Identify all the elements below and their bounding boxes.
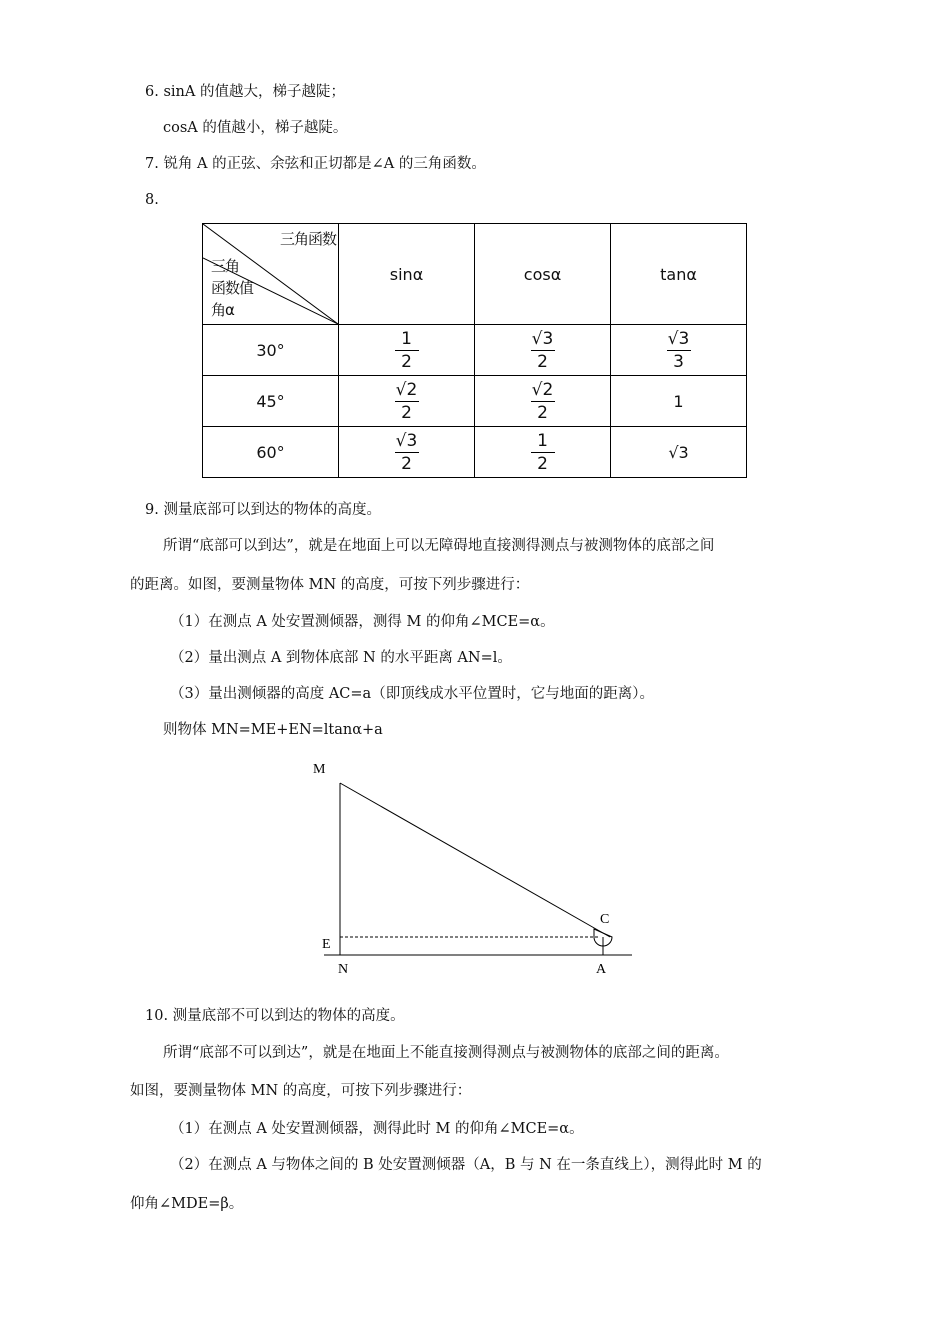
angle-30: 30° bbox=[203, 325, 339, 376]
item-9-result: 则物体 MN=ME+EN=ltanα+a bbox=[163, 722, 383, 738]
tan-30-num: √3 bbox=[667, 328, 690, 349]
tan-30 bbox=[611, 325, 747, 376]
trig-value-table bbox=[202, 223, 747, 478]
sin-45-num: √2 bbox=[395, 379, 418, 400]
header-mid-label-2: 函数值 bbox=[211, 279, 254, 297]
angle-45: 45° bbox=[203, 376, 339, 427]
item-10-step-2: （2）在测点 A 与物体之间的 B 处安置测倾器（A，B 与 N 在一条直线上），测得此时 M 的 bbox=[170, 1157, 762, 1173]
tan-30-den: 3 bbox=[673, 351, 684, 372]
measurement-diagram-1 bbox=[310, 755, 640, 980]
sin-30-num: 1 bbox=[401, 328, 412, 349]
cos-30-den: 2 bbox=[537, 351, 548, 372]
cos-45 bbox=[475, 376, 611, 427]
item-10-step-1: （1）在测点 A 处安置测倾器，测得此时 M 的仰角∠MCE=α。 bbox=[170, 1121, 584, 1137]
table-header-diagonal-cell bbox=[203, 224, 339, 325]
cos-60-den: 2 bbox=[537, 453, 548, 474]
label-m: M bbox=[313, 762, 326, 777]
item-10-para-2: 如图，要测量物体 MN 的高度，可按下列步骤进行： bbox=[130, 1083, 472, 1099]
item-9: 9. 测量底部可以到达的物体的高度。 bbox=[145, 502, 381, 518]
cos-30 bbox=[475, 325, 611, 376]
label-n: N bbox=[338, 962, 349, 977]
angle-60: 60° bbox=[203, 427, 339, 478]
item-9-step-3: （3）量出测倾器的高度 AC=a（即顶线成水平位置时，它与地面的距离）。 bbox=[170, 686, 654, 702]
item-6-line-2: cosA 的值越小，梯子越陡。 bbox=[163, 120, 348, 136]
cos-45-den: 2 bbox=[537, 402, 548, 423]
item-9-step-1: （1）在测点 A 处安置测倾器，测得 M 的仰角∠MCE=α。 bbox=[170, 614, 555, 630]
table-row-60 bbox=[203, 427, 747, 478]
cos-60-num: 1 bbox=[537, 430, 548, 451]
sight-line-mc bbox=[340, 783, 610, 937]
label-e: E bbox=[322, 937, 331, 952]
item-10-para-1: 所谓“底部不可以到达”，就是在地面上不能直接测得测点与被测物体的底部之间的距离。 bbox=[163, 1045, 729, 1061]
col-header-cos: cosα bbox=[475, 224, 611, 325]
cos-60 bbox=[475, 427, 611, 478]
header-mid-label-1: 三角 bbox=[211, 257, 240, 275]
item-9-para-1: 所谓“底部可以到达”，就是在地面上可以无障碍地直接测得测点与被测物体的底部之间 bbox=[163, 538, 715, 554]
sin-30-den: 2 bbox=[401, 351, 412, 372]
item-10: 10. 测量底部不可以到达的物体的高度。 bbox=[145, 1008, 405, 1024]
col-header-tan: tanα bbox=[611, 224, 747, 325]
item-9-para-2: 的距离。如图，要测量物体 MN 的高度，可按下列步骤进行： bbox=[130, 577, 530, 593]
sin-60 bbox=[339, 427, 475, 478]
tan-45: 1 bbox=[611, 376, 747, 427]
cos-30-num: √3 bbox=[531, 328, 554, 349]
col-header-sin: sinα bbox=[339, 224, 475, 325]
sin-45 bbox=[339, 376, 475, 427]
sin-60-num: √3 bbox=[395, 430, 418, 451]
item-7: 7. 锐角 A 的正弦、余弦和正切都是∠A 的三角函数。 bbox=[145, 156, 486, 172]
label-c: C bbox=[600, 912, 610, 927]
sin-30 bbox=[339, 325, 475, 376]
item-6-line-1: 6. sinA 的值越大，梯子越陡； bbox=[145, 84, 345, 100]
table-row-30 bbox=[203, 325, 747, 376]
item-9-step-2: （2）量出测点 A 到物体底部 N 的水平距离 AN=l。 bbox=[170, 650, 512, 666]
tan-60: √3 bbox=[611, 427, 747, 478]
label-a: A bbox=[596, 962, 607, 977]
sin-45-den: 2 bbox=[401, 402, 412, 423]
sin-60-den: 2 bbox=[401, 453, 412, 474]
header-mid-label-3: 角α bbox=[211, 301, 234, 319]
item-8-number: 8. bbox=[145, 192, 159, 208]
item-10-step-2-cont: 仰角∠MDE=β。 bbox=[130, 1196, 244, 1212]
cos-45-num: √2 bbox=[531, 379, 554, 400]
header-top-label: 三角函数 bbox=[279, 230, 336, 248]
table-row-45 bbox=[203, 376, 747, 427]
